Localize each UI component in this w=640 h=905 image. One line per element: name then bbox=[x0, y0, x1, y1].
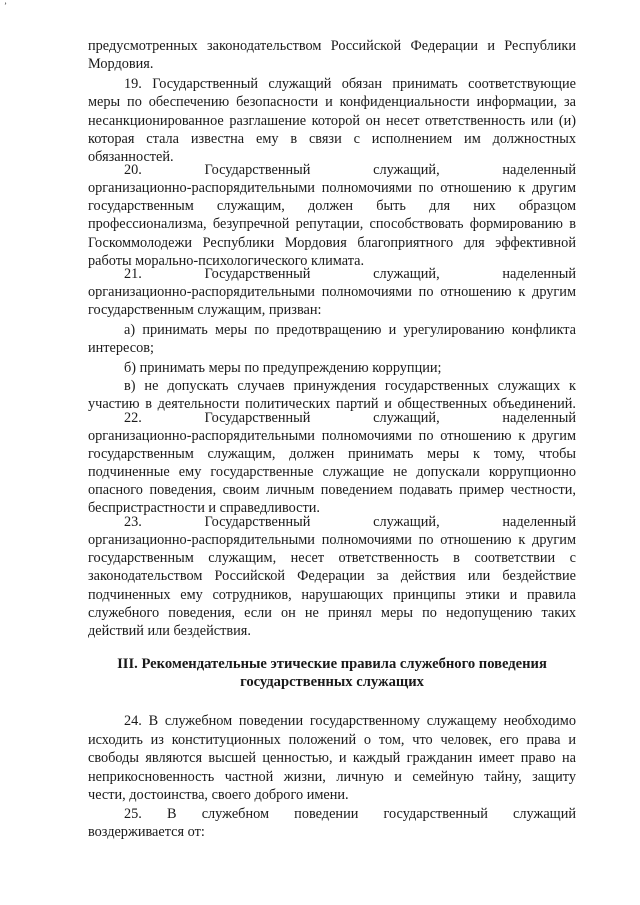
text-line: воздерживается от: bbox=[88, 824, 205, 840]
text-line: меры по обеспечению безопасности и конфиденциальности информации, за bbox=[88, 94, 576, 110]
text-line: государственным служащим, несет ответственность в соответствии с bbox=[88, 550, 576, 566]
text-line: служебного поведения, если он не принял меры по недопущению таких bbox=[88, 605, 576, 621]
text-line: государственным служащим, должен принимать меры к тому, чтобы bbox=[88, 446, 576, 462]
text-line: которая стала известна ему в связи с исполнением им должностных bbox=[88, 131, 576, 147]
text-line: 20. Государственный служащий, наделенный bbox=[124, 162, 576, 178]
text-line: беспристрастности и справедливости. bbox=[88, 500, 320, 516]
text-line: в) не допускать случаев принуждения государственных служащих к bbox=[124, 378, 576, 394]
text-line: подчиненные ему государственные служащие не допускали коррупционно bbox=[88, 464, 576, 480]
text-line: государственным служащим, должен быть для них образцом bbox=[88, 198, 576, 214]
text-line: свободы являются высшей ценностью, и каждый гражданин имеет право на bbox=[88, 750, 576, 766]
text-line: интересов; bbox=[88, 340, 154, 356]
text-line: опасного поведения, своим личным поведением подавать пример честности, bbox=[88, 482, 576, 498]
text-line: Мордовия. bbox=[88, 56, 154, 72]
text-line: государственным служащим, призван: bbox=[88, 302, 322, 318]
text-line: а) принимать меры по предотвращению и урегулированию конфликта bbox=[124, 322, 576, 338]
text-line: работы морально-психологического климата. bbox=[88, 253, 365, 269]
text-line: действий или бездействия. bbox=[88, 623, 251, 639]
text-line: 23. Государственный служащий, наделенный bbox=[124, 514, 576, 530]
text-line: б) принимать меры по предупреждению коррупции; bbox=[124, 360, 442, 376]
text-line: организационно-распорядительными полномочиями по отношению к другим bbox=[88, 428, 576, 444]
text-line: 21. Государственный служащий, наделенный bbox=[124, 266, 576, 282]
text-line: чести, достоинства, своего доброго имени. bbox=[88, 787, 349, 803]
text-line: исходить из конституционных положений о том, что человек, его права и bbox=[88, 732, 576, 748]
text-line: 25. В служебном поведении государственный служащий bbox=[124, 806, 576, 822]
text-line: 24. В служебном поведении государственному служащему необходимо bbox=[124, 713, 576, 729]
text-line: законодательством Российской Федерации за действия или бездействие bbox=[88, 568, 576, 584]
text-line: участию в деятельности политических партий и общественных объединений. bbox=[88, 396, 576, 412]
text-line: подчиненных ему сотрудников, нарушающих принципы этики и правила bbox=[88, 587, 576, 603]
section-heading-line: государственных служащих bbox=[240, 674, 424, 690]
text-line: несанкционированное разглашение которой он несет ответственность или (и) bbox=[88, 113, 576, 129]
text-line: предусмотренных законодательством Российской Федерации и Республики bbox=[88, 38, 576, 54]
text-line: обязанностей. bbox=[88, 149, 174, 165]
text-line: 19. Государственный служащий обязан принимать соответствующие bbox=[124, 76, 576, 92]
text-line: 22. Государственный служащий, наделенный bbox=[124, 410, 576, 426]
text-line: организационно-распорядительными полномочиями по отношению к другим bbox=[88, 532, 576, 548]
text-line: Госкоммолодежи Республики Мордовия благоприятного для эффективной bbox=[88, 235, 576, 251]
text-line: организационно-распорядительными полномочиями по отношению к другим bbox=[88, 180, 576, 196]
text-line: неприкосновенность частной жизни, личную и семейную тайну, защиту bbox=[88, 769, 576, 785]
corner-mark: ʼ bbox=[4, 1, 7, 11]
text-line: профессионализма, безупречной репутации, способствовать формированию в bbox=[88, 216, 576, 232]
text-line: организационно-распорядительными полномочиями по отношению к другим bbox=[88, 284, 576, 300]
section-heading-line: III. Рекомендательные этические правила служебного поведения bbox=[117, 656, 547, 672]
